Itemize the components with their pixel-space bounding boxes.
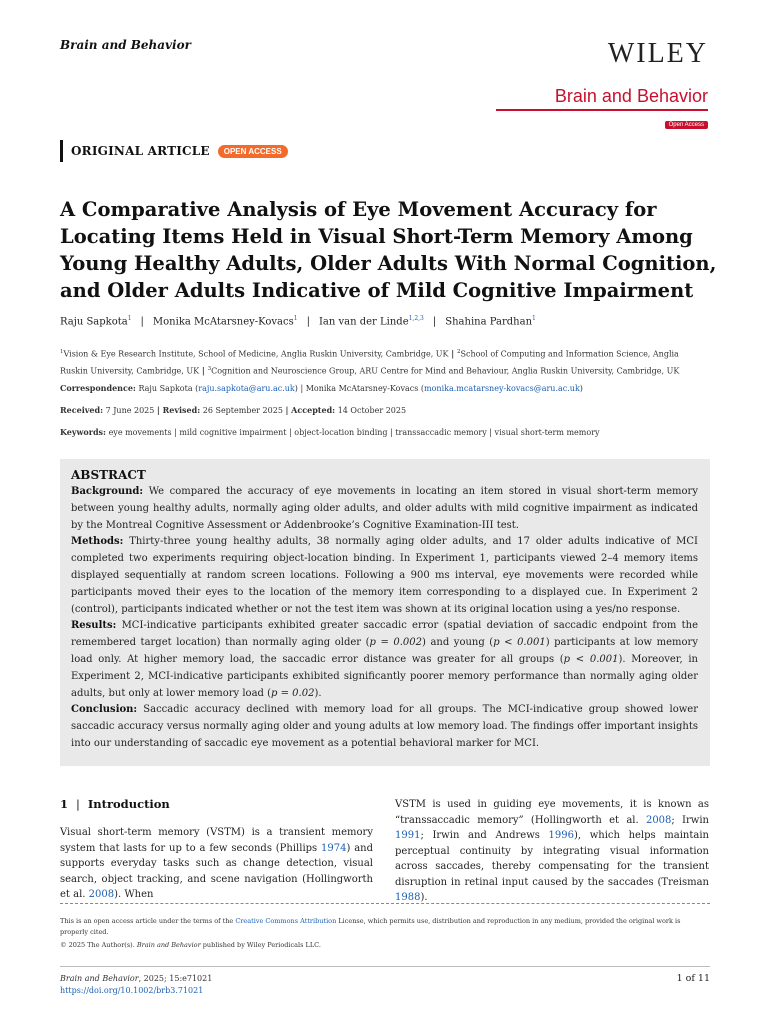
license-text: This is an open access article under the terms of the — [60, 917, 236, 925]
article-type-bar — [60, 140, 63, 162]
correspondence-label: Correspondence: — [60, 383, 136, 393]
author-affiliation-ref[interactable]: 1,2,3 — [408, 315, 424, 322]
body-text: ). When — [114, 889, 154, 900]
body-text: ; Irwin — [671, 814, 709, 826]
citation-volume: , 2025; 15:e71021 — [138, 974, 213, 983]
author-affiliation-ref[interactable]: 1 — [127, 315, 132, 322]
abstract-conclusion — [71, 702, 698, 752]
abstract-results-text: ) and young ( — [422, 637, 494, 649]
journal-logo-text: Brain and Behavior — [554, 86, 708, 106]
revised-label: Revised: — [162, 405, 201, 415]
keyword[interactable]: transsaccadic memory — [395, 428, 487, 437]
p-value: p < 0.001 — [563, 653, 619, 665]
section-title: Introduction — [87, 797, 170, 811]
affiliation-text: School of Computing and Information Science, Anglia Ruskin University, Cambridge, UK — [60, 349, 679, 376]
body-column-left — [60, 797, 373, 903]
correspondence: Correspondence: Raju Sapkota (raju.sapkota@aru.ac.uk) | Monika McAtarsney-Kovacs (monika.mcatarsney-kovacs@aru.ac.uk) — [60, 383, 583, 393]
citation-line — [60, 973, 212, 985]
keyword[interactable]: object-location binding — [294, 428, 388, 437]
abstract-results-text: MCI-indicative participants exhibited greater saccadic error (spatial deviation of saccadic endpoint from the remembered target location) than normally aging older ( — [71, 620, 698, 649]
keyword[interactable]: mild cognitive impairment — [179, 428, 287, 437]
license-link[interactable]: Creative Commons Attribution — [235, 917, 337, 925]
citation-link[interactable]: 2008 — [645, 814, 672, 826]
author-name[interactable]: Ian van der Linde — [318, 316, 409, 328]
affiliation-text: Vision & Eye Research Institute, School of Medicine, Anglia Ruskin University, Cambridge, UK — [63, 349, 449, 359]
citation-link[interactable]: 1988 — [395, 892, 421, 903]
affiliation-number: 3 — [207, 365, 212, 372]
affiliation-text: Cognition and Neuroscience Group, ARU Centre for Mind and Behaviour, Anglia Ruskin University, Cambridge, UK — [211, 366, 680, 376]
citation-link[interactable]: 1974 — [321, 842, 347, 854]
journal-logo-rule — [496, 109, 708, 111]
affiliations: $^1$Vision & Eye Research Institute, School of Medicine, Anglia Ruskin University, Cambridge, UK | $^2$School of Computing and Information Science, Anglia Ruskin University, Cambridge, UK | $^3$Cognition and Neuroscience Group, ARU Centre for Mind and Behaviour, Anglia Ruskin University, Cambridge, UK — [60, 348, 680, 376]
body-text: ), which helps maintain perceptual continuity by integrating visual information across saccades, thereby compensating for the transient disruption in retinal input caused by the saccades (Treisman — [395, 830, 709, 888]
author-name[interactable]: Shahina Pardhan — [445, 316, 533, 328]
copyright-note — [60, 941, 321, 949]
correspondence-name: Monika McAtarsney-Kovacs — [305, 384, 419, 393]
abstract-methods-text: Thirty-three young healthy adults, 38 normally aging older adults, and 17 older adults indicative of MCI completed two experiments requiring object-location binding. In Experiment 1, participants viewed 2–4 memory items displayed sequentially at random screen locations. Following a 900 ms interval, eye movements were recorded while participants moved their eyes to the location of the memory item corresponding to a displayed cue. In Experiment 2 (control), participants indicated whether or not the test item was shown at its original location using a yes/no response. — [71, 536, 698, 615]
author-affiliation-ref[interactable]: 1 — [293, 315, 298, 322]
keyword[interactable]: eye movements — [108, 428, 172, 437]
open-access-badge: OPEN ACCESS — [218, 145, 288, 158]
author-separator: | — [432, 316, 437, 328]
abstract-background-label: Background: — [71, 486, 144, 497]
body-text: VSTM is used in guiding eye movements, it is known as “transsaccadic memory” (Hollingworth et al. — [395, 799, 709, 826]
section-number: 1 — [60, 797, 69, 811]
abstract-results — [71, 618, 698, 702]
affiliation-number: 1 — [60, 349, 64, 355]
body-paragraph — [395, 797, 709, 906]
revised-date: 26 September 2025 — [202, 406, 283, 415]
abstract-methods — [71, 534, 698, 618]
keywords-label: Keywords: — [60, 427, 107, 437]
footer-divider — [60, 966, 710, 967]
abstract-conclusion-text: Saccadic accuracy declined with memory load for all groups. The MCI-indicative group showed lower saccadic accuracy versus normally aging older and young adults at low memory load. The findings offer important insights into our understanding of saccadic eye movement as a potential behavioral marker for MCI. — [71, 704, 698, 749]
article-title: A Comparative Analysis of Eye Movement Accuracy for Locating Items Held in Visual Short-Term Memory Among Young Healthy Adults, Older Adults With Normal Cognition, and Older Adults Indicative of Mild Cognitive Impairment — [60, 198, 717, 302]
body-text: Visual short-term memory (VSTM) is a transient memory system that lasts for up to a few seconds (Phillips — [60, 827, 373, 854]
article-type-label: ORIGINAL ARTICLE — [71, 144, 210, 158]
body-text: ). — [420, 892, 428, 903]
author-name[interactable]: Monika McAtarsney-Kovacs — [152, 316, 294, 328]
correspondence-email-link[interactable]: monika.mcatarsney-kovacs@aru.ac.uk — [424, 384, 580, 393]
page-number: 1 of 11 — [676, 973, 710, 984]
body-text: ; Irwin and Andrews — [420, 830, 549, 841]
abstract-conclusion-label: Conclusion: — [71, 704, 138, 716]
journal-logo-badge: Open Access — [665, 121, 708, 129]
license-text: License, which permits use, distribution and reproduction in any medium, provided the original work is properly cited. — [60, 917, 681, 936]
received-label: Received: — [60, 405, 104, 415]
abstract-results-label: Results: — [71, 620, 117, 632]
accepted-label: Accepted: — [291, 405, 336, 415]
body-column-right — [395, 797, 709, 906]
abstract-heading: ABSTRACT — [71, 468, 146, 482]
correspondence-email-link[interactable]: raju.sapkota@aru.ac.uk — [198, 384, 295, 393]
abstract-methods-label: Methods: — [71, 536, 124, 548]
keywords: Keywords: eye movements | mild cognitive impairment | object-location binding | transsaccadic memory | visual short-term memory — [60, 427, 600, 437]
correspondence-name: Raju Sapkota — [138, 384, 193, 393]
keyword[interactable]: visual short-term memory — [494, 428, 600, 437]
author-affiliation-ref[interactable]: 1 — [532, 315, 536, 322]
journal-logo — [496, 86, 708, 130]
body-text: ) and supports everyday tasks such as change detection, visual search, object tracking, and scene navigation (Hollingworth et al. — [60, 842, 373, 900]
abstract-results-text: ) participants at low memory load only. At higher memory load, the saccadic error distance was greater for all groups ( — [71, 637, 698, 665]
section-separator: | — [76, 797, 80, 811]
abstract-box — [60, 459, 710, 766]
p-value: p = 0.02 — [271, 687, 315, 699]
copyright-text: © 2025 The Author(s). — [60, 941, 137, 949]
footnote-divider — [60, 903, 710, 904]
p-value: p = 0.002 — [369, 637, 422, 649]
journal-name: Brain and Behavior — [60, 38, 191, 52]
affiliation-number: 2 — [456, 349, 461, 355]
citation-link[interactable]: 1991 — [395, 830, 421, 841]
citation-link[interactable]: 2008 — [88, 889, 115, 900]
abstract-results-text: ). Moreover, in Experiment 2, MCI-indicative participants exhibited significantly poorer memory performance than normally aging older adults, but only at lower memory load ( — [71, 653, 699, 699]
article-dates: Received: 7 June 2025 | Revised: 26 September 2025 | Accepted: 14 October 2025 — [60, 405, 407, 415]
body-paragraph — [60, 825, 373, 903]
doi-link[interactable]: https://doi.org/10.1002/brb3.71021 — [60, 986, 204, 995]
author-separator: | — [306, 316, 310, 328]
author-list — [60, 315, 536, 327]
author-name[interactable]: Raju Sapkota — [60, 316, 128, 328]
abstract-background-text: We compared the accuracy of eye movements in locating an item stored in visual short-term memory between young healthy adults, normally aging older adults, and older adults with mild cognitive impairment as indicated by the Montreal Cognitive Assessment or Addenbrooke’s Cognitive Examination-III test. — [71, 486, 698, 531]
copyright-text: published by Wiley Periodicals LLC. — [200, 941, 321, 949]
author-separator: | — [140, 316, 144, 328]
footer-citation — [60, 973, 212, 997]
accepted-date: 14 October 2025 — [337, 406, 407, 415]
article-type — [60, 140, 288, 162]
publisher-logo: WILEY — [607, 38, 708, 69]
copyright-journal: Brain and Behavior — [136, 941, 201, 949]
citation-journal: Brain and Behavior — [60, 974, 139, 983]
license-note — [60, 916, 710, 938]
abstract-background — [71, 484, 698, 534]
abstract-results-text: ). — [314, 687, 322, 699]
received-date: 7 June 2025 — [105, 406, 155, 415]
section-heading — [60, 797, 373, 811]
p-value: p < 0.001 — [493, 637, 546, 649]
citation-link[interactable]: 1996 — [548, 830, 574, 841]
